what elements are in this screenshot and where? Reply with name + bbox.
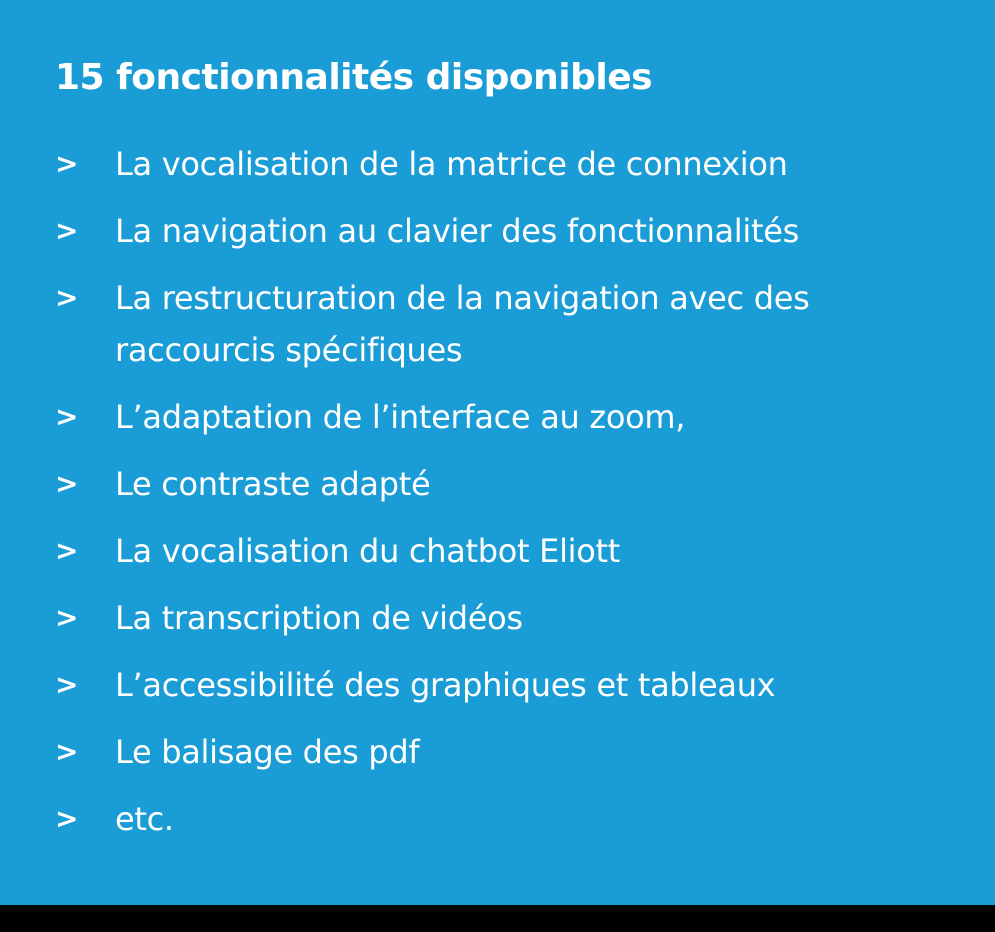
chevron-right-icon: > xyxy=(55,601,79,634)
feature-list xyxy=(55,138,965,860)
list-item-text: L’adaptation de l’interface au zoom, xyxy=(115,398,686,436)
list-item-text: La vocalisation du chatbot Eliott xyxy=(115,532,621,570)
chevron-right-icon: > xyxy=(55,467,79,500)
list-item xyxy=(55,458,965,510)
list-item xyxy=(55,525,965,577)
list-item-text: Le contraste adapté xyxy=(115,465,431,503)
list-item-text: La vocalisation de la matrice de connexion xyxy=(115,145,788,183)
chevron-right-icon: > xyxy=(55,400,79,433)
list-item xyxy=(55,272,965,376)
list-item xyxy=(55,659,965,711)
chevron-right-icon: > xyxy=(55,214,79,247)
chevron-right-icon: > xyxy=(55,534,79,567)
chevron-right-icon: > xyxy=(55,147,79,180)
list-item xyxy=(55,726,965,778)
list-item-text: Le balisage des pdf xyxy=(115,733,420,771)
list-item-text: etc. xyxy=(115,800,174,838)
chevron-right-icon: > xyxy=(55,281,79,314)
list-item-text: La restructuration de la navigation avec des raccourcis spécifiques xyxy=(115,279,810,369)
list-item-text: La navigation au clavier des fonctionnalités xyxy=(115,212,799,250)
list-item xyxy=(55,205,965,257)
chevron-right-icon: > xyxy=(55,735,79,768)
list-item-text: L’accessibilité des graphiques et tableaux xyxy=(115,666,776,704)
list-item xyxy=(55,391,965,443)
chevron-right-icon: > xyxy=(55,802,79,835)
list-item xyxy=(55,793,965,845)
list-item xyxy=(55,138,965,190)
panel-title: 15 fonctionnalités disponibles xyxy=(55,57,653,98)
chevron-right-icon: > xyxy=(55,668,79,701)
list-item-text: La transcription de vidéos xyxy=(115,599,523,637)
bottom-bar xyxy=(0,905,995,932)
list-item xyxy=(55,592,965,644)
